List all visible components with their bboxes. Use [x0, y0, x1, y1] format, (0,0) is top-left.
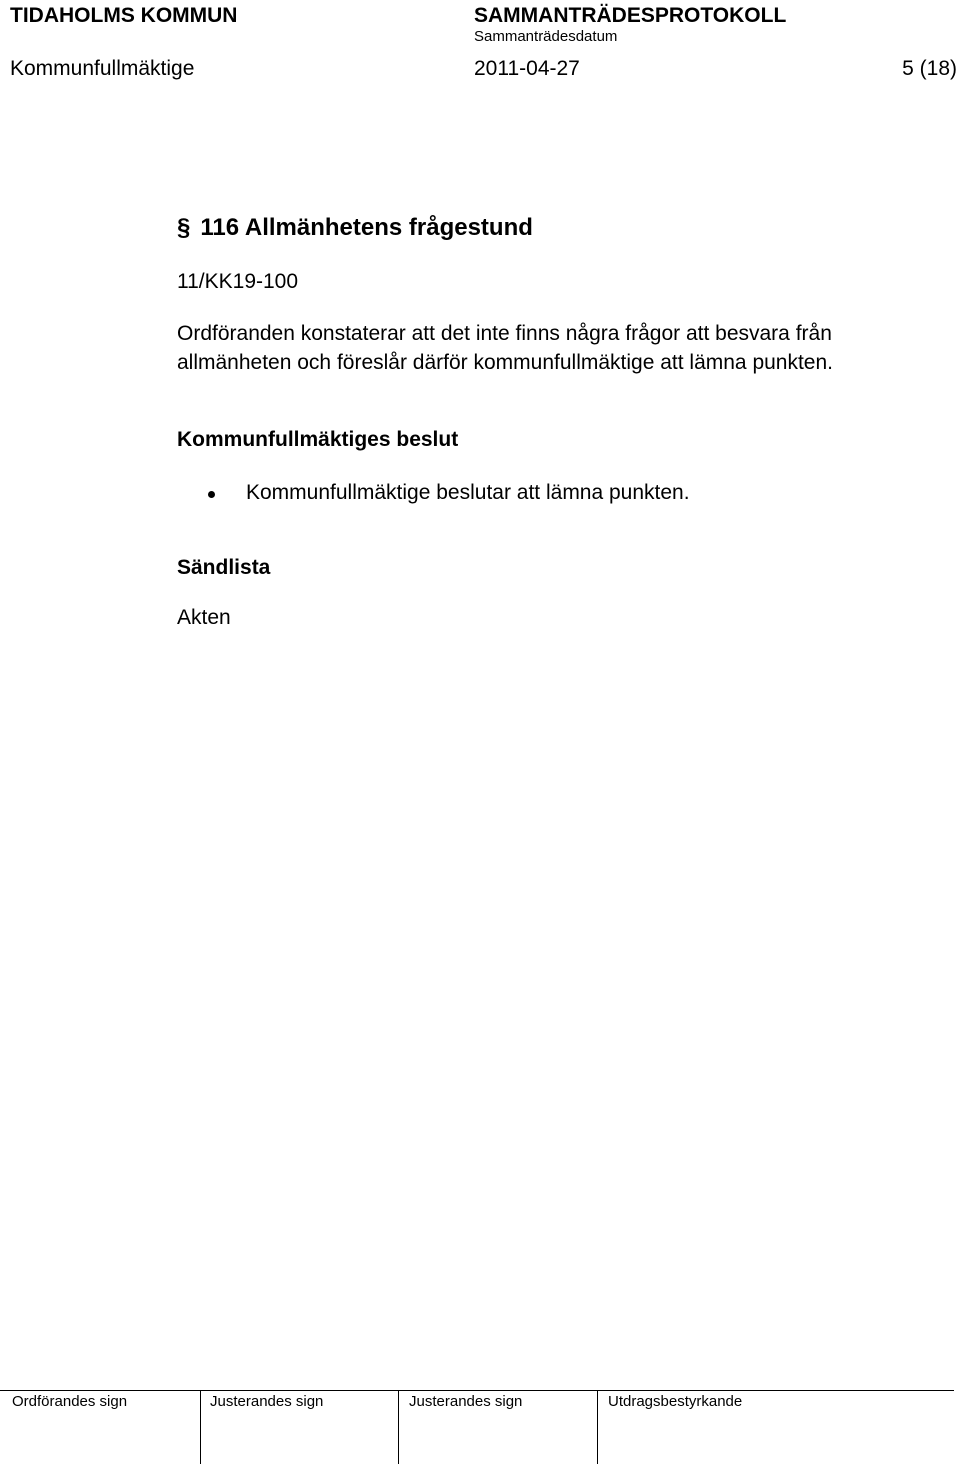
signature-label: Justerandes sign: [409, 1393, 523, 1410]
bullet-icon: [208, 491, 215, 498]
send-list-heading: Sändlista: [177, 556, 271, 579]
decision-item: Kommunfullmäktige beslutar att lämna punkten.: [246, 481, 690, 504]
section-title: [177, 212, 533, 244]
section-sign: §: [177, 214, 191, 241]
signature-label: Ordförandes sign: [12, 1393, 128, 1410]
date-label: Sammanträdesdatum: [474, 28, 618, 45]
signature-cell-adjuster-2: [397, 1390, 597, 1464]
document-type: SAMMANTRÄDESPROTOKOLL: [474, 4, 787, 27]
paragraph-line: allmänheten och föreslår därför kommunfullmäktige att lämna punkten.: [177, 351, 834, 374]
meeting-date: 2011-04-27: [474, 57, 580, 80]
meeting-body: Kommunfullmäktige: [10, 57, 195, 80]
section-title-text: 116 Allmänhetens frågestund: [200, 214, 533, 241]
signature-label: Justerandes sign: [210, 1393, 324, 1410]
decision-heading: Kommunfullmäktiges beslut: [177, 428, 459, 451]
signature-label: Utdragsbestyrkande: [608, 1393, 743, 1410]
signature-cell-chair: [0, 1390, 200, 1464]
section-paragraph: [177, 319, 937, 377]
signature-cell-adjuster-1: [198, 1390, 398, 1464]
page-number: 5 (18): [902, 57, 957, 80]
send-list-item: Akten: [177, 606, 231, 629]
organization-name: TIDAHOLMS KOMMUN: [10, 4, 238, 27]
paragraph-line: Ordföranden konstaterar att det inte finns några frågor att besvara från: [177, 322, 832, 345]
signature-cell-certification: [596, 1390, 896, 1464]
case-number: 11/KK19-100: [177, 270, 299, 293]
